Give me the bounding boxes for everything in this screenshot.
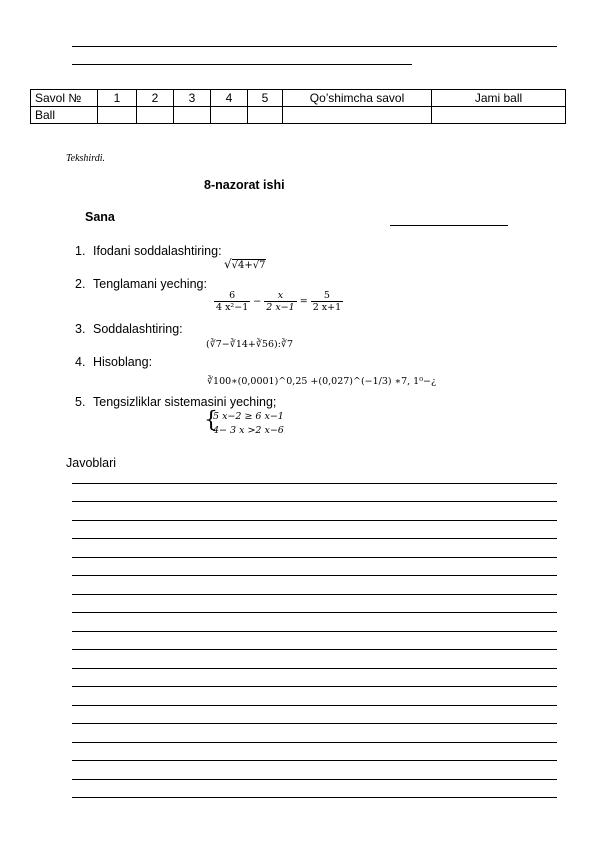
extra-question-header: Qo’shimcha savol (283, 90, 432, 107)
task-3-number: 3. (75, 322, 86, 336)
question-5-header: 5 (248, 90, 283, 107)
task-3-expression: (∛7−∛14+∛56):∛7 (206, 339, 294, 350)
question-4-header: 4 (211, 90, 248, 107)
answer-line (72, 760, 557, 761)
page-title: 8-nazorat ishi (204, 178, 285, 192)
date-label: Sana (85, 210, 115, 224)
answer-line (72, 723, 557, 724)
task-5 (75, 395, 276, 409)
task-2-expression: $\frac{6}{\text{4 x²−1}}$ − $\frac{x}{2 x-1}$ = $\frac{5}{2 x+1}$ (216, 290, 342, 313)
tekshirdi-label: Tekshirdi. (66, 153, 105, 164)
ball-cell-1 (98, 107, 137, 124)
score-header-row (31, 90, 566, 107)
savol-header: Savol № (31, 90, 98, 107)
ball-cell-extra (283, 107, 432, 124)
task-4-text: Hisoblang: (93, 355, 153, 369)
question-3-header: 3 (174, 90, 211, 107)
task-2 (75, 277, 207, 291)
top-line-2 (72, 64, 412, 65)
task-5-inequality-1: 5 x−2 ≥ 6 x−1 (213, 411, 284, 422)
task-1 (75, 244, 222, 258)
question-2-header: 2 (137, 90, 174, 107)
task-5-brace: { (204, 408, 218, 433)
ball-cell-total (432, 107, 566, 124)
task-2-text: Tenglamani yeching: (93, 277, 207, 291)
task-4-number: 4. (75, 355, 86, 369)
ball-cell-3 (174, 107, 211, 124)
answer-line (72, 520, 557, 521)
task-1-number: 1. (75, 244, 86, 258)
answer-line (72, 557, 557, 558)
fraction-1: $\frac{6}{\text{4 x²−1}}$ (216, 290, 249, 313)
fraction-2: $\frac{x}{2 x-1}$ (266, 290, 295, 313)
ball-cell-4 (211, 107, 248, 124)
task-5-number: 5. (75, 395, 86, 409)
answer-line (72, 649, 557, 650)
answer-line (72, 668, 557, 669)
ball-cell-5 (248, 107, 283, 124)
task-1-text: Ifodani soddalashtiring: (93, 244, 222, 258)
answer-line (72, 686, 557, 687)
answer-line (72, 483, 557, 484)
task-1-expression: √√4+√7 (224, 257, 266, 271)
top-line-1 (72, 46, 557, 47)
answer-line (72, 742, 557, 743)
answer-line (72, 705, 557, 706)
task-5-inequality-2: 4− 3 x >2 x−6 (213, 425, 284, 436)
answer-line (72, 538, 557, 539)
score-table (30, 89, 566, 124)
question-1-header: 1 (98, 90, 137, 107)
task-3 (75, 322, 183, 336)
task-4-expression: ∛100∗(0,0001)^0,25 +(0,027)^(−1/3) ∗7, 1⁰−¿ (207, 376, 437, 387)
fraction-3: $\frac{5}{2 x+1}$ (312, 290, 342, 313)
task-2-number: 2. (75, 277, 86, 291)
answer-line (72, 631, 557, 632)
answer-line (72, 612, 557, 613)
answer-line (72, 779, 557, 780)
total-header: Jami ball (432, 90, 566, 107)
ball-cell-2 (137, 107, 174, 124)
date-line (390, 225, 508, 226)
task-3-text: Soddalashtiring: (93, 322, 183, 336)
task-5-text: Tengsizliklar sistemasini yeching; (93, 395, 277, 409)
answers-label: Javoblari (66, 456, 117, 470)
answer-line (72, 501, 557, 502)
score-ball-row (31, 107, 566, 124)
ball-label: Ball (31, 107, 98, 124)
answer-line (72, 594, 557, 595)
answer-line (72, 797, 557, 798)
answer-line (72, 575, 557, 576)
task-4 (75, 355, 152, 369)
